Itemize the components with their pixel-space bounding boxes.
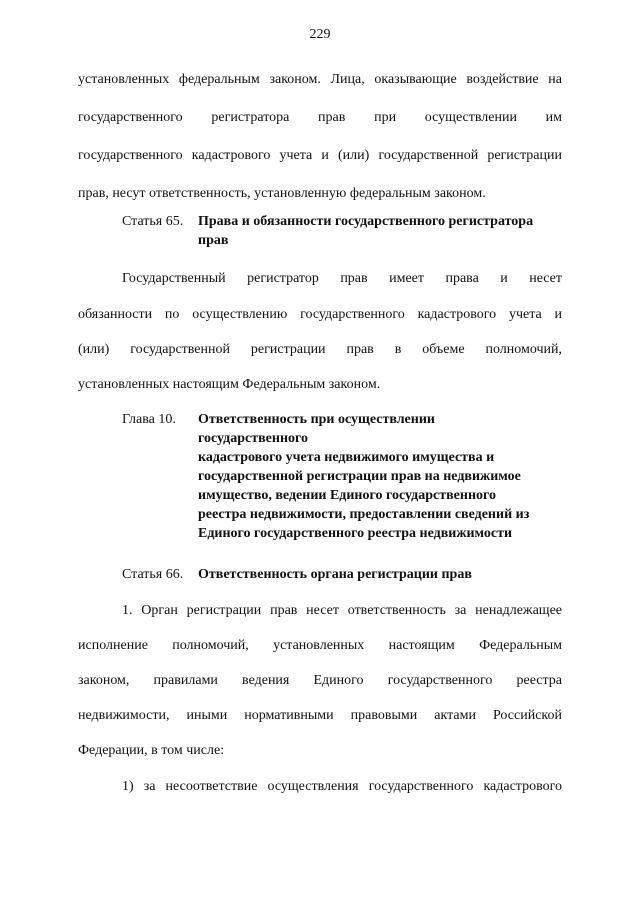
chapter-title-line: кадастрового учета недвижимого имущества и	[198, 450, 495, 465]
article-label: Статья 65.	[122, 214, 184, 229]
chapter-title-line: государственного	[198, 431, 309, 446]
article-title-line: прав	[198, 233, 229, 248]
text-line: государственного регистратора прав при осуществлении им	[78, 110, 562, 125]
chapter-title-line: государственной регистрации прав на недвижимое	[198, 469, 521, 484]
text-line: обязанности по осуществлению государственного кадастрового учета и	[78, 307, 562, 322]
text-line: 1) за несоответствие осуществления государственного кадастрового	[122, 779, 562, 794]
page-number: 229	[309, 27, 331, 42]
text-line: законом, правилами ведения Единого государственного реестра	[78, 673, 562, 688]
text-line: установленных настоящим Федеральным законом.	[78, 377, 381, 392]
text-line: прав, несут ответственность, установленную федеральным законом.	[78, 186, 486, 201]
article-label: Статья 66.	[122, 567, 184, 582]
article-title-line: Ответственность органа регистрации прав	[198, 567, 472, 582]
text-line: Государственный регистратор прав имеет права и несет	[122, 271, 562, 286]
chapter-title-line: имущество, ведении Единого государственного	[198, 488, 497, 503]
chapter-label: Глава 10.	[122, 412, 176, 427]
article-title-line: Права и обязанности государственного регистратора	[198, 214, 534, 229]
text-line: (или) государственной регистрации прав в объеме полномочий,	[78, 342, 562, 357]
text-line: исполнение полномочий, установленных настоящим Федеральным	[78, 638, 562, 653]
chapter-title-line: реестра недвижимости, предоставлении сведений из	[198, 507, 530, 522]
text-line: установленных федеральным законом. Лица, оказывающие воздействие на	[78, 72, 562, 87]
text-line: 1. Орган регистрации прав несет ответственность за ненадлежащее	[122, 603, 562, 618]
text-line: недвижимости, иными нормативными правовыми актами Российской	[78, 708, 562, 723]
chapter-title-line: Ответственность при осуществлении	[198, 412, 435, 427]
text-line: Федерации, в том числе:	[78, 743, 225, 758]
chapter-title-line: Единого государственного реестра недвижимости	[198, 526, 513, 541]
text-line: государственного кадастрового учета и (или) государственной регистрации	[78, 148, 562, 163]
